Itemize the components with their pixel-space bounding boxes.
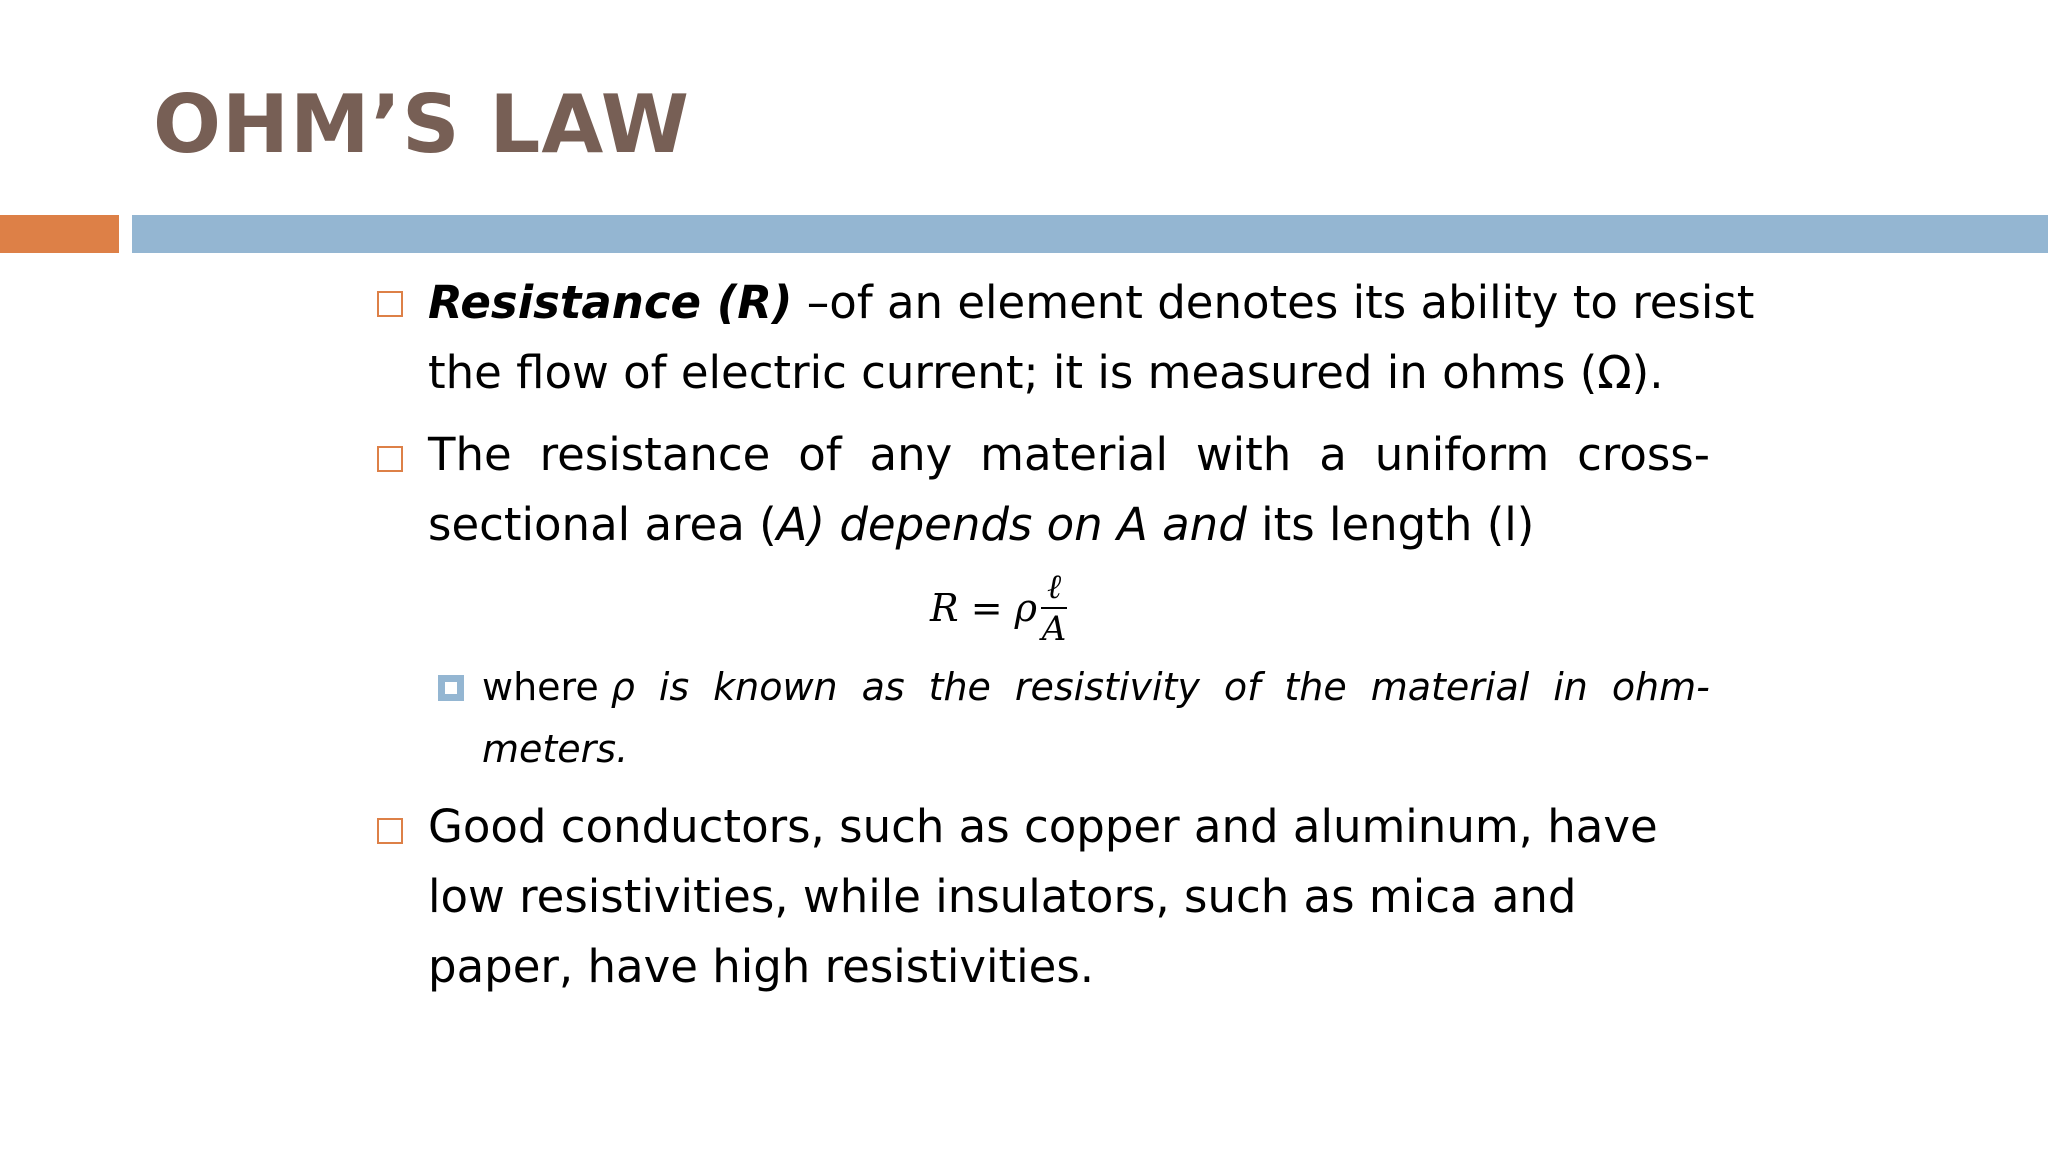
word: a [1319,428,1347,481]
word: ρ [610,665,635,709]
word: the [928,665,991,709]
word: of [1223,665,1261,709]
formula-lhs: R = ρ [930,586,1037,630]
bullet-1-line-1-text: –of an element denotes its ability to resist [792,276,1755,329]
word: The [428,428,512,481]
word: as [861,665,905,709]
bullet-square-icon [377,818,403,844]
resistance-formula [930,562,1067,654]
word: of [798,428,842,481]
word: uniform [1374,428,1550,481]
sub-bullet-text-a: where [482,665,611,709]
word: resistivity [1014,665,1200,709]
word: is [658,665,690,709]
sub-bullet-square-icon [438,675,464,701]
word: ohm- [1611,665,1710,709]
word: known [713,665,838,709]
sub-bullet-line-1 [482,656,1710,718]
title-accent-bar-blue [132,215,2048,253]
word: material [1370,665,1530,709]
bullet-square-icon [377,291,403,317]
word: material [980,428,1168,481]
formula-fraction [1041,567,1067,649]
bullet-1-line-2: the flow of electric current; it is measured in ohms (Ω). [428,346,1664,399]
bullet-1-line-1 [428,268,1754,338]
word: with [1195,428,1292,481]
bullet-3-line-2: low resistivities, while insulators, such as mica and [428,870,1577,923]
sub-bullet-italic-run [611,656,1710,718]
bullet-2-line-1 [428,420,1710,490]
resistance-term: Resistance (R) [428,276,793,329]
word: the [1284,665,1347,709]
title-accent-bar-orange [0,215,119,253]
formula-denominator: A [1041,609,1067,649]
word: cross- [1577,428,1710,481]
bullet-2-text-c: its length (l) [1246,498,1535,551]
word: resistance [539,428,771,481]
bullet-2-text-a: sectional area ( [428,498,777,551]
bullet-square-icon [377,446,403,472]
word: any [869,428,953,481]
slide-title: OHM’S LAW [153,78,690,171]
bullet-3-line-1: Good conductors, such as copper and aluminum, have [428,800,1658,853]
bullet-3-line-3: paper, have high resistivities. [428,940,1095,993]
word: in [1553,665,1588,709]
bullet-2-line-2 [428,490,1534,560]
bullet-2-text-italic: A) depends on A and [776,498,1247,551]
formula-numerator: ℓ [1041,567,1067,609]
sub-bullet-line-2: meters. [482,727,629,771]
